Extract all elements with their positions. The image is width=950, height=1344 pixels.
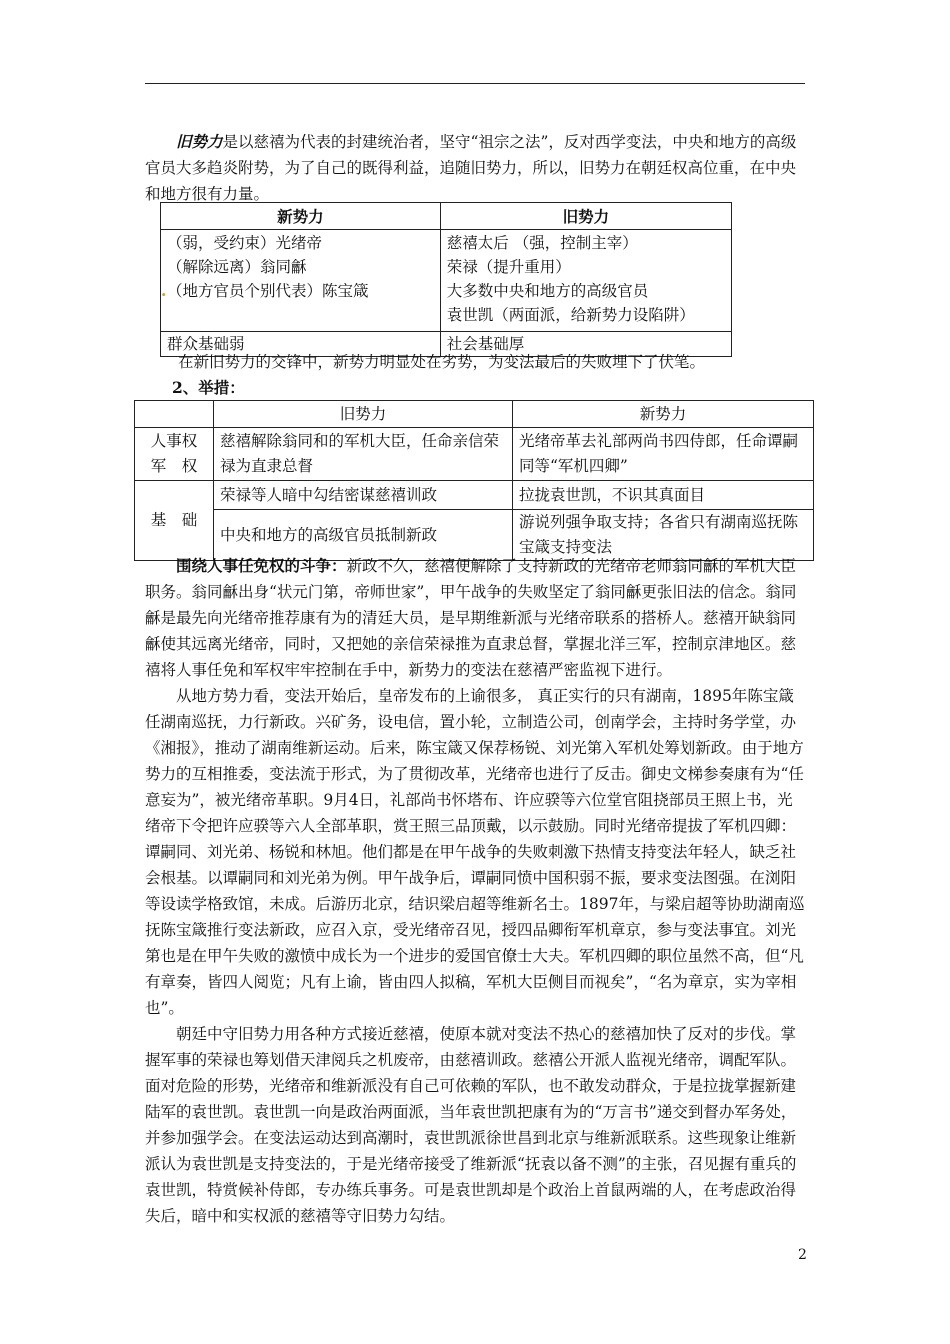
forces-old-line: 袁世凯（两面派，给新势力设陷阱） [446,306,695,324]
measures-header-new: 新势力 [513,401,814,428]
forces-old-line: 荣禄（提升重用） [446,258,571,276]
forces-new-line: （地方官员个别代表）陈宝箴 [167,282,369,300]
measures-header-empty [135,401,214,428]
forces-new-line: （弱，受约束）光绪帝 [167,234,323,252]
measures-row2a-old: 荣禄等人暗中勾结密谋慈禧训政 [214,481,513,510]
forces-new-cell [161,230,441,332]
local-forces-paragraph: 从地方势力看，变法开始后，皇帝发布的上谕很多， 真正实行的只有湖南，1895年陈宝箴任湖南巡抚，力行新政。兴矿务，设电信，置小轮，立制造公司，创南学会，主持时务学堂，办《湘报》，推动了湖南维新运动。后来，陈宝箴又保荐杨锐、刘光第入军机处筹划新政。由于地方势力的互相推委，变法流于形式，为了贯彻改革，光绪帝也进行了反击。御史文梯参奏康有为“任意妄为”，被光绪帝革职。9月4日，礼部尚书怀塔布、许应骙等六位堂官阻挠部员王照上书，光绪帝下令把许应骙等六人全部革职，赏王照三品顶戴，以示鼓励。同时光绪帝提拔了军机四卿：谭嗣同、刘光弟、杨锐和林旭。他们都是在甲午战争的失败刺激下热情支持变法年轻人，缺乏社会根基。以谭嗣同和刘光弟为例。甲午战争后，谭嗣同愤中国积弱不振，要求变法图强。在浏阳等设读学格致馆，未成。后游历北京，结识梁启超等维新名士。1897年，与梁启超等协助湖南巡抚陈宝箴推行变法新政，应召入京，受光绪帝召见，授四品卿衔军机章京，参与变法事宜。刘光第也是在甲午失败的激愤中成长为一个进步的爱国官僚士大夫。军机四卿的职位虽然不高，但“凡有章奏，皆四人阅览；凡有上谕，皆由四人拟稿，军机大臣侧目而视矣”，“名为章京，实为宰相也”。 [145,687,805,1017]
intro-paragraph [145,129,805,207]
forces-base-new: 群众基础弱 [161,332,441,357]
personnel-struggle-paragraph [145,553,805,683]
measures-row2b-new: 游说列强争取支持；各省只有湖南巡抚陈宝箴支持变法 [513,510,814,561]
forces-new-line: （解除远离）翁同龢 [167,258,307,276]
forces-old-cell [440,230,731,332]
intro-lead: 旧势力 [176,132,223,151]
forces-new-line-row [161,279,434,303]
personnel-struggle-text: 新政不久，慈禧便解除了支持新政的光绪帝老师翁同龢的军机大臣职务。翁同龢出身“状元门第，帝师世家”，甲午战争的失败坚定了翁同龢更张旧法的信念。翁同龢是最先向光绪帝推荐康有为的清廷大员，是早期维新派与光绪帝联系的搭桥人。慈禧开缺翁同龢使其远离光绪帝，同时，又把她的亲信荣禄推为直隶总督，掌握北洋三军，控制京津地区。慈禧将人事任免和军权牢牢控制在手中，新势力的变法在慈禧严密监视下进行。 [145,557,797,679]
forces-base-old: 社会基础厚 [440,332,731,357]
court-forces-paragraph: 朝廷中守旧势力用各种方式接近慈禧，使原本就对变法不热心的慈禧加快了反对的步伐。掌握军事的荣禄也筹划借天津阅兵之机废帝，由慈禧训政。慈禧公开派人监视光绪帝，调配军队。面对危险的形势，光绪帝和维新派没有自己可依赖的军队，也不敢发动群众，于是拉拢掌握新建陆军的袁世凯。袁世凯一向是政治两面派，当年袁世凯把康有为的“万言书”递交到督办军务处，并参加强学会。在变法运动达到高潮时，袁世凯派徐世昌到北京与维新派联系。这些现象让维新派认为袁世凯是支持变法的，于是光绪帝接受了维新派“抚袁以备不测”的主张，召见握有重兵的袁世凯，特赏候补侍郎，专办练兵事务。可是袁世凯却是个政治上首鼠两端的人，在考虑政治得失后，暗中和实权派的慈禧等守旧势力勾结。 [145,1025,797,1225]
forces-header-old: 旧势力 [440,203,731,230]
measures-row-label-base: 基 础 [135,481,214,561]
forces-old-line: 慈禧太后 （强，控制主宰） [446,234,638,252]
label-military: 军 权 [150,457,198,475]
intro-text: 是以慈禧为代表的封建统治者，坚守“祖宗之法”，反对西学变法，中央和地方的高级官员大多趋炎附势，为了自己的既得利益，追随旧势力，所以，旧势力在朝廷权高位重，在中央和地方很有力量。 [145,133,797,203]
personnel-struggle-lead: 围绕人事任免权的斗争： [176,556,347,575]
measures-row2a-new: 拉拢袁世凯，不识其真面目 [513,481,814,510]
label-personnel: 人事权 [150,432,198,450]
measures-header-old: 旧势力 [214,401,513,428]
page-number: 2 [798,1247,807,1263]
section-2-heading: 2、举措： [172,378,245,397]
measures-row-label-personnel [135,428,214,481]
measures-row1-old: 慈禧解除翁同和的军机大臣，任命亲信荣禄为直隶总督 [214,428,513,481]
forces-table [160,202,732,357]
forces-header-new: 新势力 [161,203,441,230]
conclusion-text: 在新旧势力的交锋中，新势力明显处在劣势，为变法最后的失败埋下了伏笔。 [178,353,706,371]
header-rule [145,83,805,84]
forces-old-line: 大多数中央和地方的高级官员 [446,282,649,300]
measures-row1-new: 光绪帝革去礼部两尚书四侍郎，任命谭嗣同等“军机四卿” [513,428,814,481]
measures-row2b-old: 中央和地方的高级官员抵制新政 [214,510,513,561]
edit-mark: . [161,281,167,300]
measures-table [134,400,814,561]
